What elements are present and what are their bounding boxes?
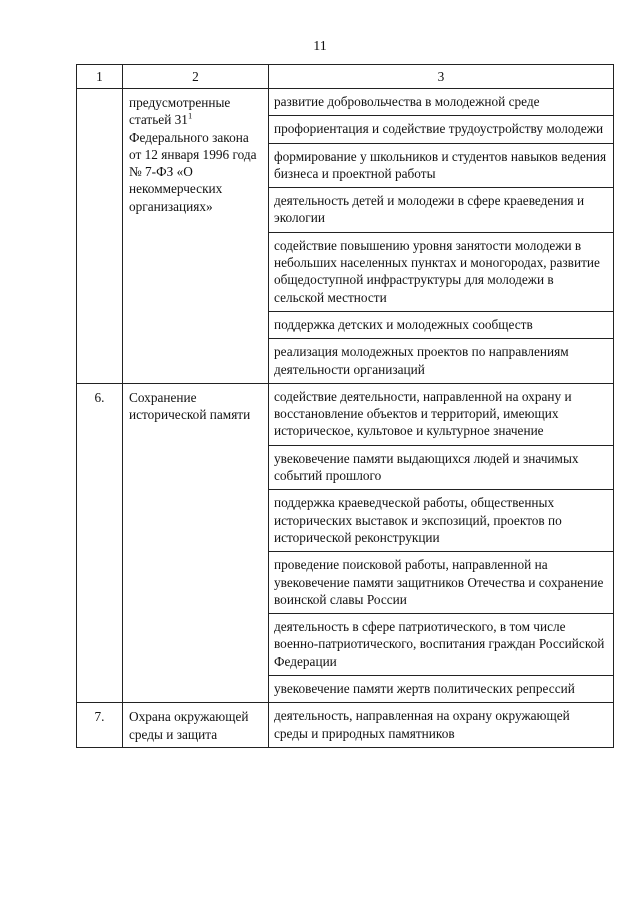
activity-item: содействие деятельности, направленной на охрану и восстановление объектов и территорий, имеющих историческое, культовое и культурное значение	[269, 383, 614, 445]
section-name: Сохранение исторической памяти	[123, 383, 269, 702]
table-header-row	[77, 65, 614, 89]
activity-item: проведение поисковой работы, направленной на увековечение памяти защитников Отечества и сохранение воинской славы России	[269, 552, 614, 614]
section-name: предусмотренные статьей $31^1$ Федерального закона от 12 января 1996 года № 7-ФЗ «О некоммерческих организациях»	[123, 89, 269, 384]
section-number	[77, 89, 123, 384]
activity-item: содействие повышению уровня занятости молодежи в небольших населенных пунктах и моногородах, развитие общедоступной инфраструктуры для молодежи в сельской местности	[269, 232, 614, 311]
column-header-1: 1	[77, 65, 123, 89]
activity-item: реализация молодежных проектов по направлениям деятельности организаций	[269, 339, 614, 384]
activity-item: профориентация и содействие трудоустройству молодежи	[269, 116, 614, 143]
activity-item: формирование у школьников и студентов навыков ведения бизнеса и проектной работы	[269, 143, 614, 188]
table-row	[77, 703, 614, 748]
column-header-2: 2	[123, 65, 269, 89]
column-header-3: 3	[269, 65, 614, 89]
activity-item: развитие добровольчества в молодежной среде	[269, 89, 614, 116]
activity-item: поддержка детских и молодежных сообществ	[269, 311, 614, 338]
section-number: 6.	[77, 383, 123, 702]
page-number: 11	[313, 39, 327, 54]
activity-table	[76, 64, 614, 748]
activity-item: деятельность в сфере патриотического, в том числе военно-патриотического, воспитания граждан Российской Федерации	[269, 614, 614, 676]
activity-item: поддержка краеведческой работы, общественных исторических выставок и экспозиций, проектов по исторической реконструкции	[269, 490, 614, 552]
section-name: Охрана окружающей среды и защита	[123, 703, 269, 748]
table-row	[77, 383, 614, 445]
activity-item: деятельность, направленная на охрану окружающей среды и природных памятников	[269, 703, 614, 748]
activity-item: увековечение памяти жертв политических репрессий	[269, 676, 614, 703]
activity-item: деятельность детей и молодежи в сфере краеведения и экологии	[269, 188, 614, 233]
table-row	[77, 89, 614, 116]
section-number: 7.	[77, 703, 123, 748]
activity-item: увековечение памяти выдающихся людей и значимых событий прошлого	[269, 445, 614, 490]
